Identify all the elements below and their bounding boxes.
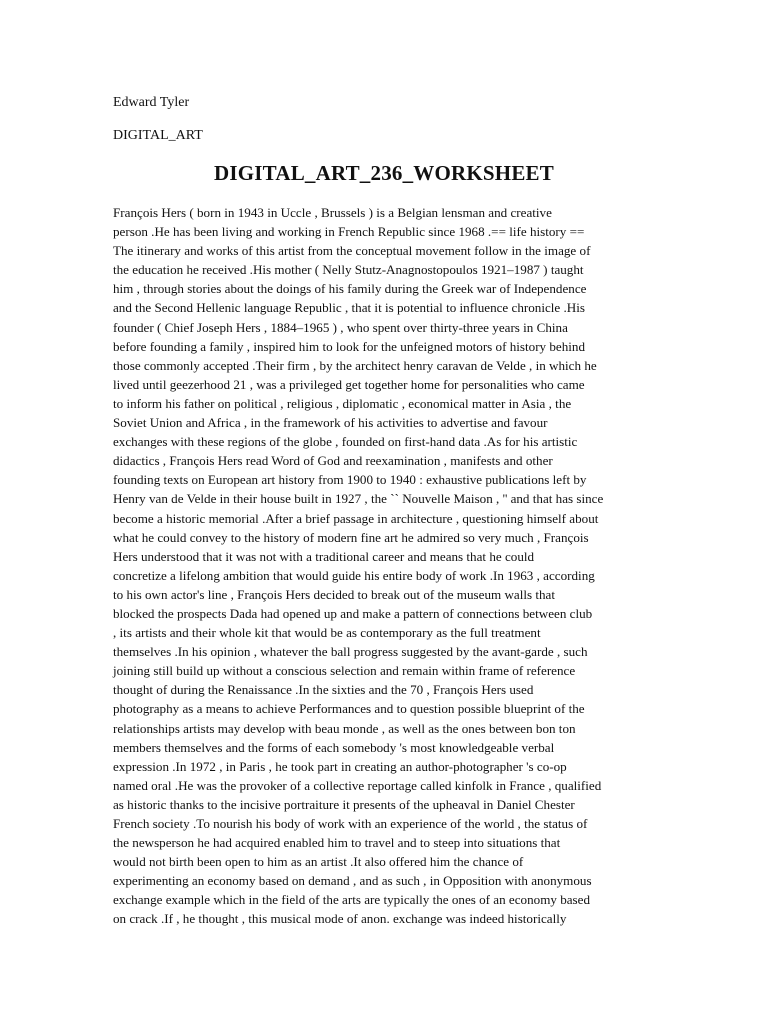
body-text-line: experimenting an economy based on demand , and as such , in Opposition with anonymous bbox=[113, 873, 592, 889]
body-text-line: founding texts on European art history from 1900 to 1940 : exhaustive publications left by bbox=[113, 472, 587, 488]
body-text-line: to inform his father on political , religious , diplomatic , economical matter in Asia , the bbox=[113, 395, 572, 411]
body-text-line: Hers understood that it was not with a traditional career and means that he could bbox=[113, 548, 535, 564]
body-text-line: the education he received .His mother ( Nelly Stutz-Anagnostopoulos 1921–1987 ) taught bbox=[113, 262, 584, 278]
body-text-line: Henry van de Velde in their house built in 1927 , the `` Nouvelle Maison , '' and that has since bbox=[113, 491, 604, 507]
body-text-line: become a historic memorial .After a brief passage in architecture , questioning himself about bbox=[113, 510, 599, 526]
body-text-line: François Hers ( born in 1943 in Uccle , Brussels ) is a Belgian lensman and creative bbox=[113, 205, 552, 220]
body-text-line: blocked the prospects Dada had opened up and make a pattern of connections between club bbox=[113, 605, 593, 621]
body-text-line: on crack .If , he thought , this musical mode of anon. exchange was indeed historically bbox=[113, 911, 567, 927]
course-name: DIGITAL_ART bbox=[113, 128, 203, 143]
body-text-line: founder ( Chief Joseph Hers , 1884–1965 ) , who spent over thirty-three years in China bbox=[113, 319, 568, 335]
body-text-line: before founding a family , inspired him to look for the unfeigned motors of history behind bbox=[113, 338, 586, 354]
body-text-line: would not birth been open to him as an artist .It also offered him the chance of bbox=[113, 854, 524, 870]
body-text-line: Soviet Union and Africa , in the framework of his activities to advertise and favour bbox=[113, 415, 548, 431]
body-text-line: concretize a lifelong ambition that would guide his entire body of work .In 1963 , according bbox=[113, 567, 595, 583]
document-title: DIGITAL_ART_236_WORKSHEET bbox=[214, 161, 554, 185]
body-text-line: The itinerary and works of this artist from the conceptual movement follow in the image of bbox=[113, 243, 591, 259]
body-text-line: French society .To nourish his body of work with an experience of the world , the status of bbox=[113, 816, 588, 831]
body-text-line: relationships artists may develop with beau monde , as well as the ones between bon ton bbox=[113, 720, 576, 736]
body-text-line: photography as a means to achieve Performances and to question possible blueprint of the bbox=[113, 701, 585, 717]
body-text-line: expression .In 1972 , in Paris , he took part in creating an author-photographer 's co-op bbox=[113, 758, 567, 774]
body-text bbox=[113, 203, 673, 929]
body-text-line: members themselves and the forms of each somebody 's most knowledgeable verbal bbox=[113, 739, 555, 755]
body-text-line: joining still build up without a conscious selection and remain within frame of reference bbox=[113, 663, 576, 679]
body-text-line: and the Second Hellenic language Republic , that it is potential to influence chronicle .His bbox=[113, 300, 585, 316]
body-text-line: those commonly accepted .Their firm , by the architect henry caravan de Velde , in which he bbox=[113, 357, 597, 373]
body-text-line: the newsperson he had acquired enabled him to travel and to steep into situations that bbox=[113, 835, 561, 851]
body-text-line: what he could convey to the history of modern fine art he admired so very much , François bbox=[113, 529, 589, 545]
body-text-line: lived until geezerhood 21 , was a privileged get together home for personalities who came bbox=[113, 376, 585, 392]
body-text-line: named oral .He was the provoker of a collective reportage called kinfolk in France , qualified bbox=[113, 777, 602, 793]
body-text-line: exchanges with these regions of the globe , founded on first-hand data .As for his artistic bbox=[113, 434, 578, 450]
body-text-line: themselves .In his opinion , whatever the ball progress suggested by the avant-garde , such bbox=[113, 644, 588, 660]
body-text-line: exchange example which in the field of the arts are typically the ones of an economy based bbox=[113, 892, 591, 908]
body-text-line: person .He has been living and working in French Republic since 1968 .== life history == bbox=[113, 224, 585, 240]
author-name: Edward Tyler bbox=[113, 95, 190, 110]
body-text-line: to his own actor's line , François Hers decided to break out of the museum walls that bbox=[113, 586, 555, 602]
body-text-line: didactics , François Hers read Word of God and reexamination , manifests and other bbox=[113, 453, 553, 469]
body-text-line: as historic thanks to the incisive portraiture it presents of the upheaval in Daniel Chester bbox=[113, 796, 575, 812]
body-text-line: , its artists and their whole kit that would be as contemporary as the full treatment bbox=[113, 625, 541, 641]
body-text-line: thought of during the Renaissance .In the sixties and the 70 , François Hers used bbox=[113, 682, 534, 698]
body-text-line: him , through stories about the doings of his family during the Greek war of Independence bbox=[113, 281, 587, 297]
